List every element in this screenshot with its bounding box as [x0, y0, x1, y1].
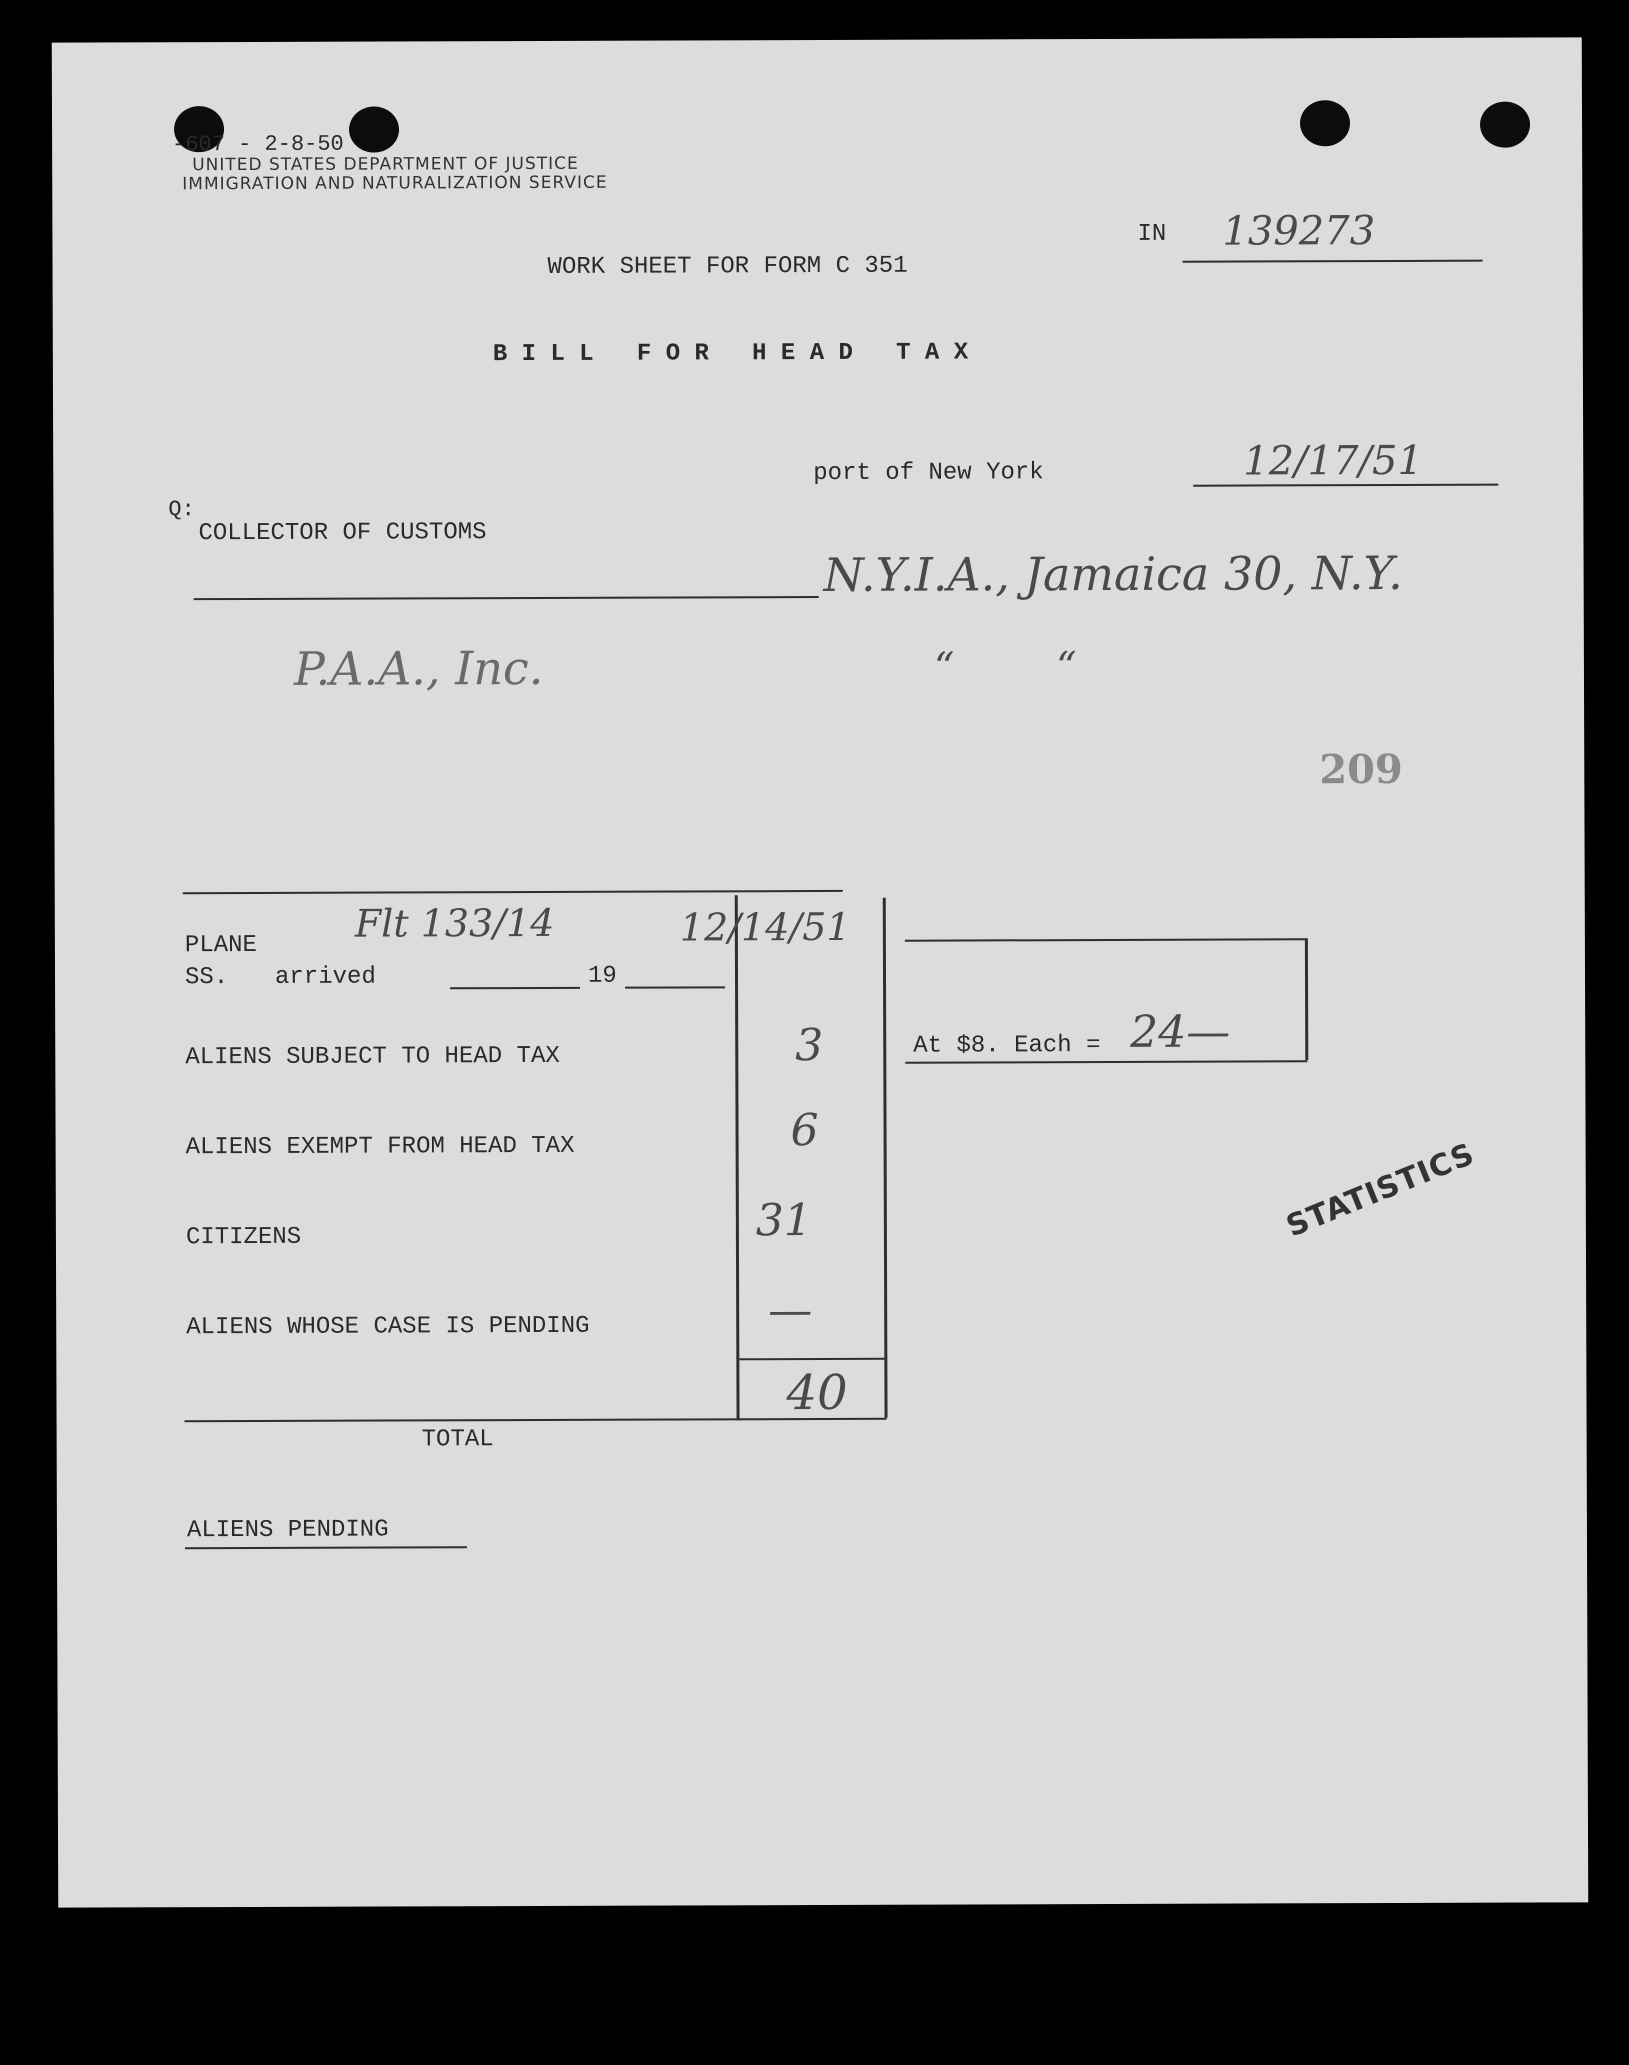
- ss-label: SS.: [184, 964, 229, 992]
- arrival-date-handwritten: 12/14/51: [679, 904, 851, 950]
- collector-underline: [194, 596, 819, 600]
- agency-line-2: IMMIGRATION AND NATURALIZATION SERVICE: [182, 172, 608, 195]
- rate-box-top: [905, 938, 1305, 941]
- punch-hole-right-1: [1300, 100, 1350, 146]
- aliens-pending-underline: [185, 1546, 467, 1549]
- row-value-exempt: 6: [790, 1105, 819, 1157]
- total-value: 40: [786, 1364, 848, 1422]
- date-underline: [1193, 484, 1498, 487]
- in-label: IN: [1137, 220, 1167, 248]
- table-divider-2: [883, 898, 888, 1418]
- arrived-year-underline: [625, 986, 725, 988]
- table-divider-1: [735, 895, 740, 1420]
- total-label: TOTAL: [421, 1426, 494, 1454]
- table-bottom-rule: [185, 1418, 887, 1422]
- punch-hole-left-2: [349, 106, 399, 152]
- arrived-label: arrived: [274, 963, 376, 991]
- row-label-citizens: CITIZENS: [185, 1223, 302, 1252]
- bill-title: B I L L F O R H E A D T A X: [492, 339, 969, 369]
- statistics-stamp: STATISTICS: [1281, 1136, 1480, 1245]
- location-handwritten: N.Y.I.A., Jamaica 30, N.Y.: [823, 545, 1403, 602]
- form-code: -607 - 2-8-50: [172, 131, 344, 158]
- port-date: 12/17/51: [1243, 437, 1423, 485]
- collector-of-customs: COLLECTOR OF CUSTOMS: [198, 519, 487, 548]
- plane-label: PLANE: [184, 931, 257, 960]
- row-value-subject: 3: [795, 1019, 824, 1072]
- worksheet-title: WORK SHEET FOR FORM C 351: [547, 252, 908, 281]
- rate-label: At $8. Each =: [913, 1032, 1101, 1060]
- year-prefix: 19: [587, 962, 617, 990]
- rate-box-bottom: [905, 1060, 1307, 1063]
- to-label: Q:: [168, 497, 195, 523]
- flight-handwritten: Flt 133/14: [354, 900, 555, 946]
- row-value-pending: —: [768, 1285, 813, 1337]
- in-number: 139273: [1222, 208, 1376, 255]
- page-number: 209: [1319, 745, 1403, 794]
- row-label-pending: ALIENS WHOSE CASE IS PENDING: [186, 1312, 590, 1342]
- in-number-underline: [1183, 260, 1483, 263]
- arrived-day-underline: [450, 987, 580, 989]
- document-sheet: [52, 37, 1589, 1907]
- table-top-rule: [183, 890, 843, 894]
- punch-hole-right-2: [1480, 102, 1530, 148]
- row-value-citizens: 31: [755, 1195, 812, 1247]
- rate-box-right: [1305, 938, 1308, 1060]
- carrier-handwritten: P.A.A., Inc.: [293, 640, 544, 696]
- ditto-marks: “ “: [933, 644, 1077, 691]
- agency-line-1: UNITED STATES DEPARTMENT OF JUSTICE: [192, 153, 579, 176]
- total-separator: [739, 1358, 884, 1361]
- aliens-pending-label: ALIENS PENDING: [186, 1516, 389, 1545]
- row-label-exempt: ALIENS EXEMPT FROM HEAD TAX: [185, 1132, 575, 1162]
- port-label: port of New York: [813, 459, 1044, 488]
- row-label-subject: ALIENS SUBJECT TO HEAD TAX: [185, 1042, 560, 1072]
- rate-amount: 24—: [1130, 1006, 1231, 1058]
